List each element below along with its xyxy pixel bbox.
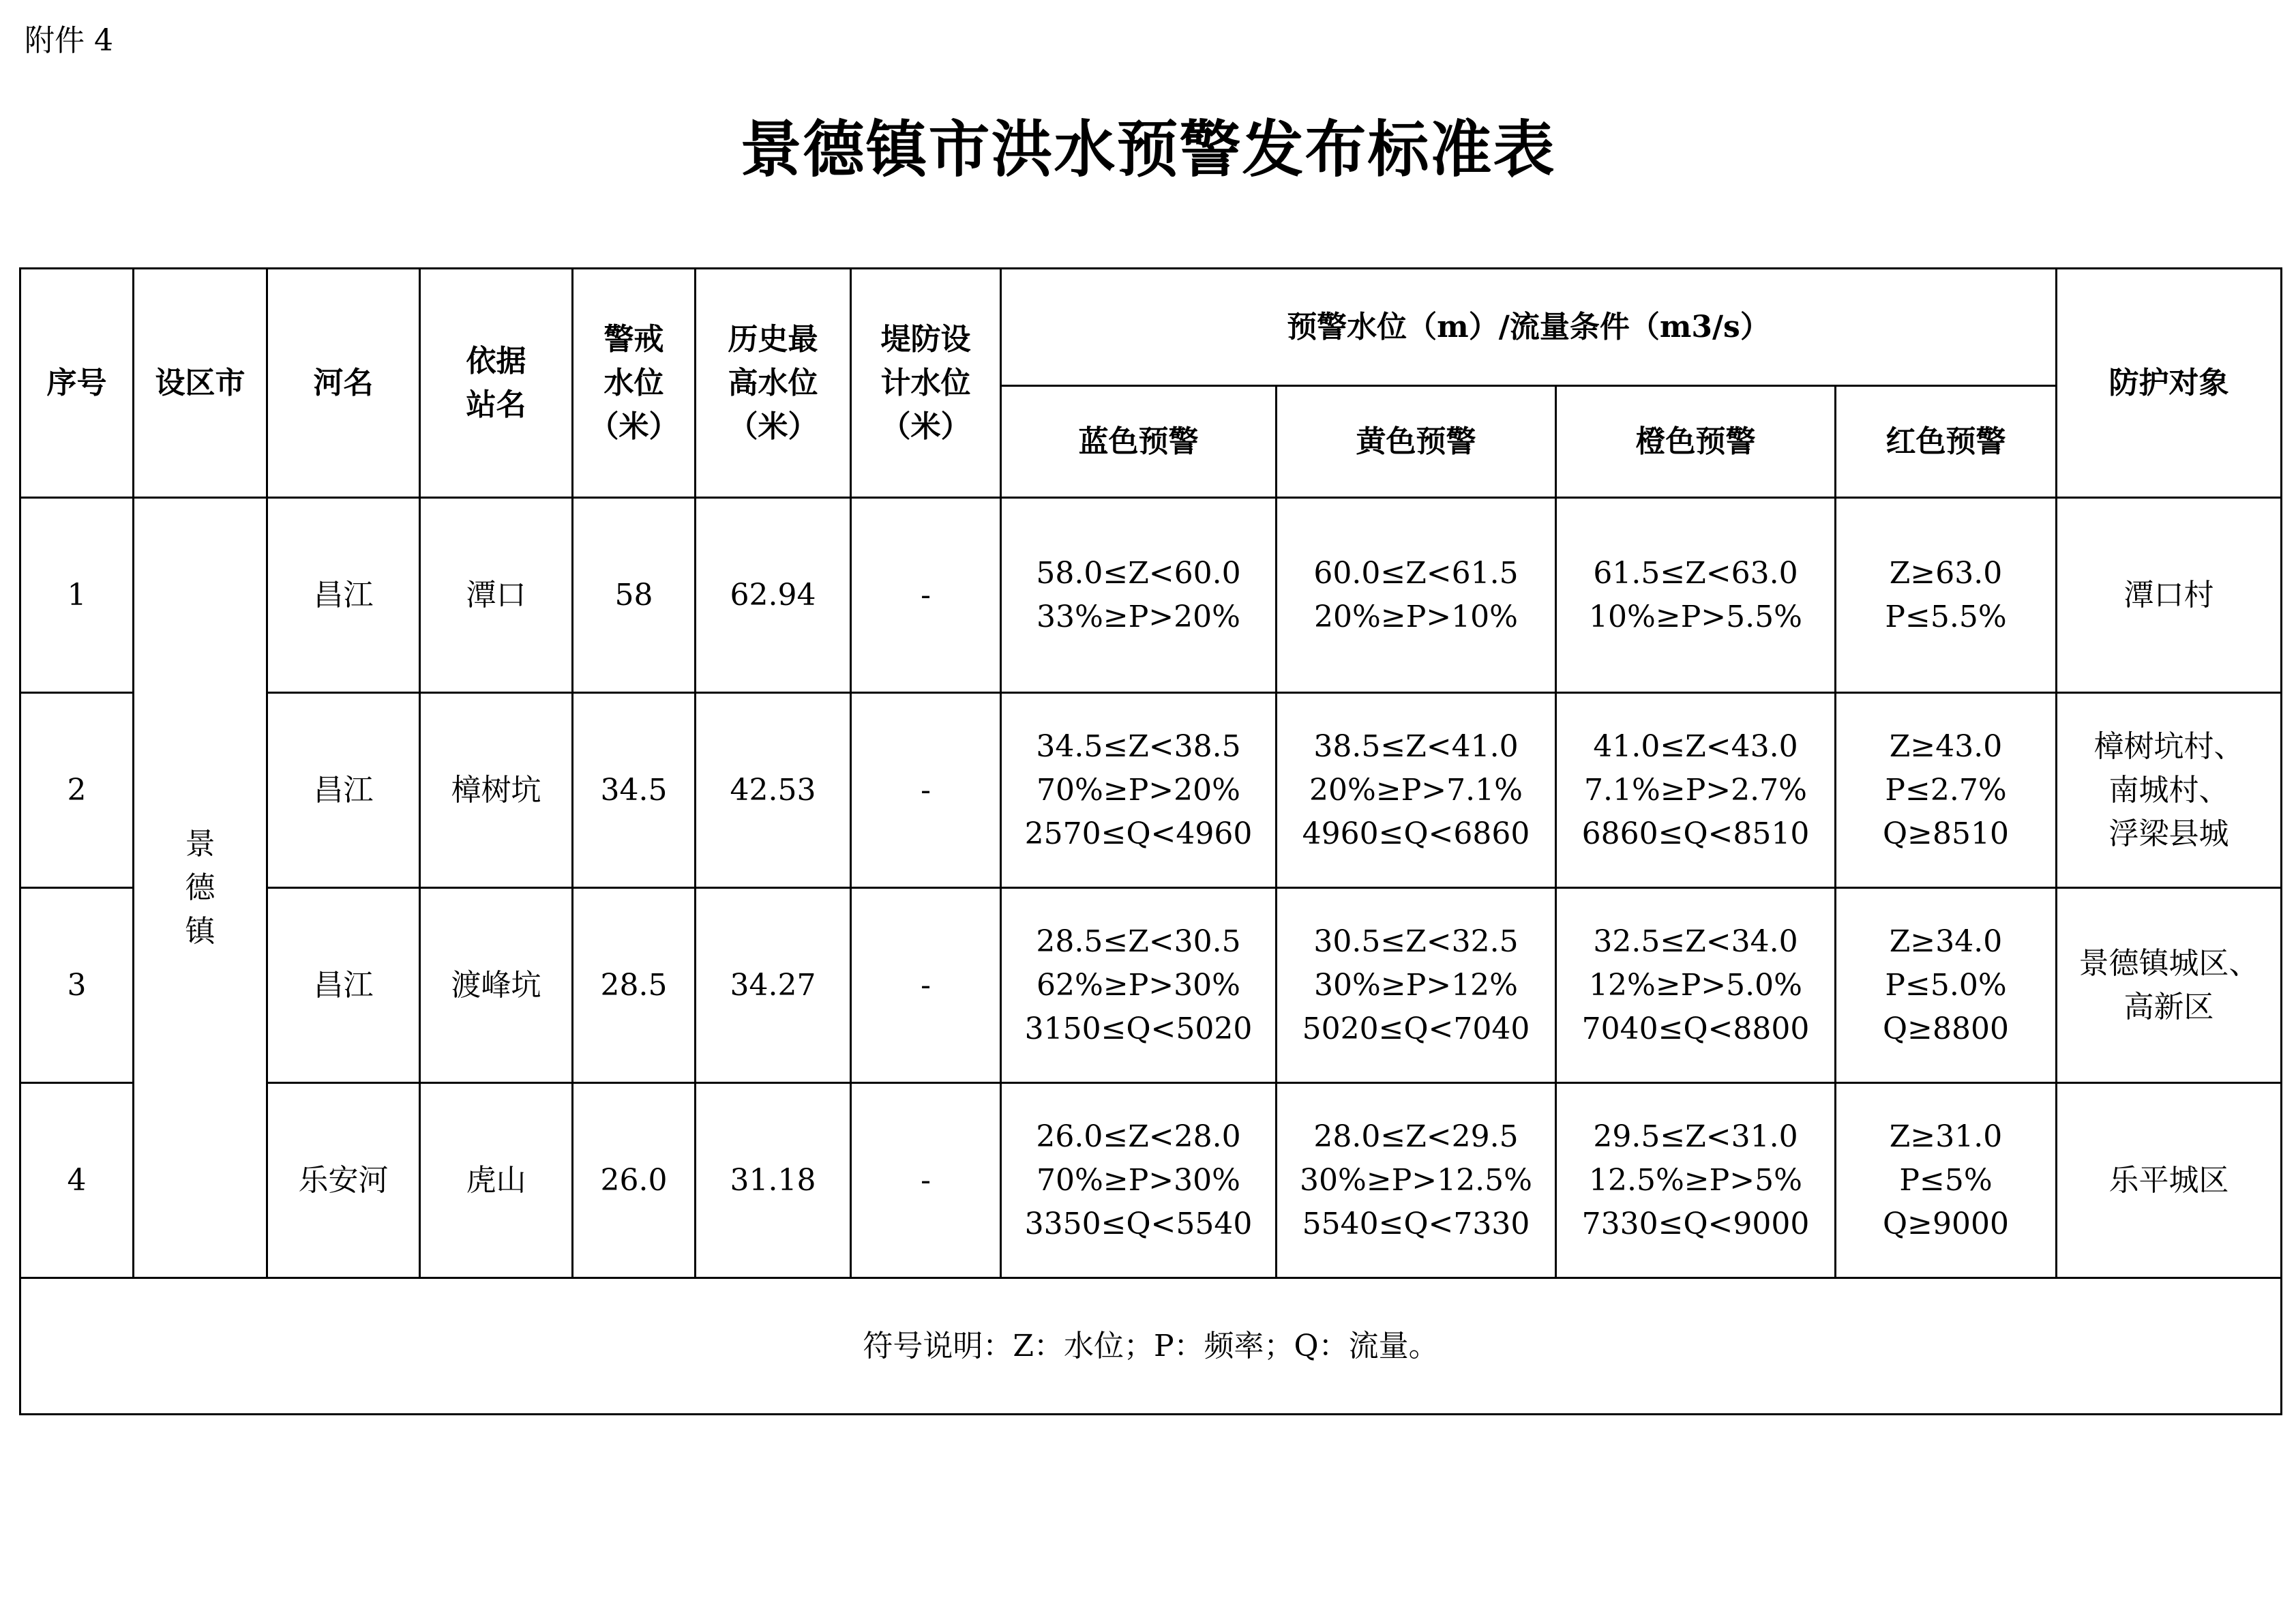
cell-blue-line: 26.0≤Z<28.0 [1036,1119,1241,1154]
table-row [20,498,2282,693]
cell-yellow [1277,888,1556,1083]
cell-city [134,498,267,1278]
cell-blue-line: 58.0≤Z<60.0 [1036,555,1241,591]
cell-orange [1556,693,1836,888]
cell-blue-line: 2570≤Q<4960 [1024,816,1253,851]
header-warning-level-line: （米） [588,409,679,444]
header-warning-level [573,269,696,498]
cell-seq: 1 [20,498,134,693]
cell-blue-line: 70%≥P>20% [1037,772,1240,808]
cell-orange [1556,1083,1836,1278]
cell-blue [1001,693,1277,888]
cell-orange-line: 7040≤Q<8800 [1581,1011,1810,1046]
cell-warning-level: 34.5 [573,693,696,888]
cell-design-level: - [851,1083,1001,1278]
cell-yellow-line: 30%≥P>12.5% [1300,1162,1532,1198]
cell-blue-line: 33%≥P>20% [1037,599,1240,634]
cell-warning-level: 28.5 [573,888,696,1083]
cell-yellow-line: 28.0≤Z<29.5 [1313,1119,1519,1154]
cell-yellow-line: 60.0≤Z<61.5 [1313,555,1519,591]
header-design-level-line: 计水位 [880,365,971,400]
cell-orange-line: 7330≤Q<9000 [1581,1206,1810,1241]
cell-river: 乐安河 [267,1083,420,1278]
cell-seq: 3 [20,888,134,1083]
header-historic-max-line: （米） [728,409,818,444]
page-title: 景德镇市洪水预警发布标准表 [740,114,1556,186]
cell-orange-line: 61.5≤Z<63.0 [1593,555,1798,591]
cell-orange-line: 41.0≤Z<43.0 [1593,728,1798,764]
cell-blue [1001,1083,1277,1278]
cell-red-line: Z≥63.0 [1889,555,2003,591]
cell-red [1836,1083,2057,1278]
cell-protect-line: 高新区 [2123,989,2214,1024]
cell-design-level: - [851,498,1001,693]
cell-orange-line: 10%≥P>5.5% [1589,599,1802,634]
cell-yellow [1277,498,1556,693]
cell-yellow-line: 4960≤Q<6860 [1302,816,1530,851]
cell-blue-line: 3350≤Q<5540 [1024,1206,1253,1241]
cell-protect [2057,888,2282,1083]
header-design-level-line: 堤防设 [880,321,971,357]
table-row [20,1083,2282,1278]
cell-orange-line: 12%≥P>5.0% [1589,967,1802,1003]
cell-orange-line: 6860≤Q<8510 [1581,816,1810,851]
cell-blue-line: 62%≥P>30% [1037,967,1240,1003]
cell-orange-line: 32.5≤Z<34.0 [1593,924,1798,959]
cell-yellow [1277,1083,1556,1278]
cell-protect-line: 乐平城区 [2108,1162,2229,1198]
header-design-level [851,269,1001,498]
cell-orange [1556,498,1836,693]
cell-yellow-line: 30%≥P>12% [1314,967,1518,1003]
cell-orange [1556,888,1836,1083]
cell-warning-level: 26.0 [573,1083,696,1278]
cell-blue-line: 28.5≤Z<30.5 [1036,924,1241,959]
cell-protect-line: 潭口村 [2123,577,2214,612]
cell-protect-line: 樟树坑村、 [2093,728,2244,764]
flood-warning-table [19,267,2282,1415]
cell-red-line: Q≥8800 [1883,1011,2009,1046]
cell-red-line: P≤2.7% [1885,772,2007,808]
header-station-line: 依据 [466,343,526,379]
cell-yellow-line: 20%≥P>7.1% [1309,772,1523,808]
cell-red [1836,888,2057,1083]
cell-historic-max: 31.18 [696,1083,851,1278]
cell-red-line: P≤5% [1899,1162,1993,1198]
cell-design-level: - [851,888,1001,1083]
header-river: 河名 [267,269,420,498]
cell-red [1836,693,2057,888]
header-row [20,269,2282,386]
header-orange: 橙色预警 [1556,386,1836,498]
cell-river: 昌江 [267,498,420,693]
cell-yellow-line: 30.5≤Z<32.5 [1313,924,1519,959]
annex-label: 附件 4 [25,23,113,58]
cell-yellow-line: 5540≤Q<7330 [1302,1206,1530,1241]
cell-protect [2057,498,2282,693]
cell-historic-max: 42.53 [696,693,851,888]
cell-historic-max: 34.27 [696,888,851,1083]
cell-yellow-line: 5020≤Q<7040 [1302,1011,1530,1046]
header-red: 红色预警 [1836,386,2057,498]
cell-city-char: 镇 [185,913,215,949]
cell-red-line: Q≥9000 [1883,1206,2009,1241]
cell-blue-line: 70%≥P>30% [1037,1162,1240,1198]
header-historic-max-line: 高水位 [728,365,818,400]
cell-blue-line: 34.5≤Z<38.5 [1036,728,1241,764]
cell-design-level: - [851,693,1001,888]
cell-blue [1001,888,1277,1083]
cell-seq: 4 [20,1083,134,1278]
header-warning-group: 预警水位（m）/流量条件（m3/s） [1001,269,2057,386]
cell-blue [1001,498,1277,693]
cell-red-line: Z≥31.0 [1889,1119,2003,1154]
cell-red-line: P≤5.5% [1885,599,2007,634]
header-historic-max-line: 历史最 [728,321,818,357]
table-row [20,888,2282,1083]
cell-yellow-line: 20%≥P>10% [1314,599,1518,634]
header-historic-max [696,269,851,498]
cell-protect-line: 浮梁县城 [2108,816,2229,851]
header-warning-level-line: 警戒 [603,321,664,357]
table-row [20,693,2282,888]
cell-orange-line: 29.5≤Z<31.0 [1593,1119,1798,1154]
cell-protect-line: 南城村、 [2108,772,2229,808]
cell-blue-line: 3150≤Q<5020 [1024,1011,1253,1046]
cell-city-char: 德 [185,870,215,905]
header-seq: 序号 [20,269,134,498]
header-protect: 防护对象 [2057,269,2282,498]
cell-warning-level: 58 [573,498,696,693]
header-yellow: 黄色预警 [1277,386,1556,498]
cell-protect-line: 景德镇城区、 [2078,945,2259,981]
header-blue: 蓝色预警 [1001,386,1277,498]
note-row [20,1278,2282,1415]
header-station-line: 站名 [466,387,526,422]
cell-city-char: 景 [185,826,215,861]
cell-station: 潭口 [420,498,573,693]
cell-seq: 2 [20,693,134,888]
cell-protect [2057,693,2282,888]
cell-red-line: Q≥8510 [1883,816,2009,851]
cell-station: 渡峰坑 [420,888,573,1083]
symbol-note: 符号说明：Z：水位；P：频率；Q：流量。 [20,1278,2282,1415]
cell-river: 昌江 [267,693,420,888]
cell-orange-line: 7.1%≥P>2.7% [1584,772,1807,808]
cell-red-line: Z≥34.0 [1889,924,2003,959]
header-station [420,269,573,498]
header-design-level-line: （米） [880,409,971,444]
cell-yellow-line: 38.5≤Z<41.0 [1313,728,1519,764]
cell-yellow [1277,693,1556,888]
cell-red [1836,498,2057,693]
cell-red-line: P≤5.0% [1885,967,2007,1003]
cell-protect [2057,1083,2282,1278]
cell-orange-line: 12.5%≥P>5% [1589,1162,1802,1198]
cell-river: 昌江 [267,888,420,1083]
cell-station: 樟树坑 [420,693,573,888]
cell-red-line: Z≥43.0 [1889,728,2003,764]
header-warning-level-line: 水位 [603,365,664,400]
header-city: 设区市 [134,269,267,498]
cell-station: 虎山 [420,1083,573,1278]
cell-historic-max: 62.94 [696,498,851,693]
